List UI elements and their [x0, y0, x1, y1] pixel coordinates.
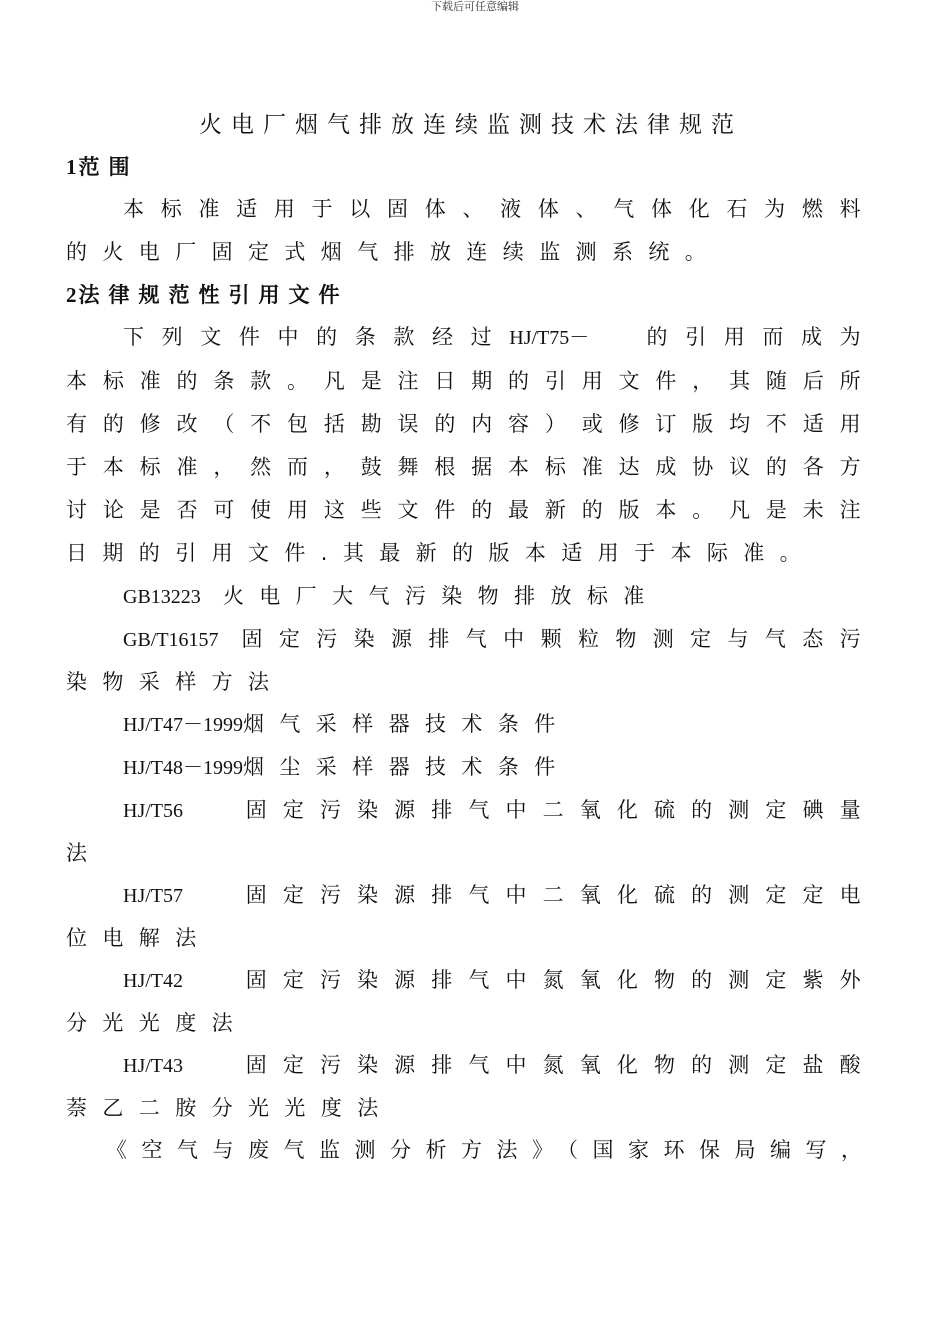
document-body	[66, 104, 876, 1171]
standard-code: GB13223	[123, 586, 201, 608]
standard-title: 火电厂大气污染物排放标准	[222, 584, 660, 608]
standard-code: HJ/T56	[123, 800, 183, 822]
standard-title: 固定污染源排气中二氧化硫的测定定电位电解法	[66, 883, 876, 950]
standard-code: HJ/T75－	[509, 327, 590, 349]
references-paragraph	[66, 316, 876, 575]
paragraph-text: 下列文件中的条款经过	[123, 325, 510, 349]
section-title: 法律规范性引用文件	[78, 283, 349, 307]
reference-list	[66, 575, 876, 1129]
section-number: 1	[66, 155, 77, 179]
standard-code: HJ/T42	[123, 970, 183, 992]
section-heading-references	[66, 274, 876, 316]
reference-item	[66, 746, 876, 789]
reference-item	[66, 703, 876, 746]
document-title: 火电厂烟气排放连续监测技术法律规范	[199, 112, 743, 138]
standard-title: 固定污染源排气中颗粒物测定与气态污染物采样方法	[66, 627, 876, 694]
page-header-note: 下载后可任意编辑	[431, 0, 519, 13]
standard-code: HJ/T43	[123, 1055, 183, 1077]
standard-code: HJ/T57	[123, 885, 183, 907]
standard-code: GB/T16157	[123, 629, 219, 651]
standard-title: 烟尘采样器技术条件	[243, 755, 571, 779]
standard-title: 烟气采样器技术条件	[243, 712, 571, 736]
paragraph-text: 的引用而成为本标准的条款。凡是注日期的引用文件，其随后所有的修改（不包括勘误的内容）或修订版均不适用于本标准，然而，鼓舞根据本标准达成协议的各方讨论是否可使用这些文件的最新的版本。凡是未注日期的引用文件.其最新的版本适用于本际准。	[66, 325, 876, 565]
scope-paragraph: 本标准适用于以固体、液体、气体化石为燃料的火电厂固定式烟气排放连续监测系统。	[66, 197, 876, 264]
reference-item	[66, 575, 876, 618]
trailing-reference-line: 《空气与废气监测分析方法》（国家环保局编写，	[106, 1138, 877, 1162]
standard-code: HJ/T48－1999	[123, 757, 243, 779]
section-number: 2	[66, 283, 77, 307]
reference-item	[66, 959, 876, 1044]
standard-title: 固定污染源排气中二氧化硫的测定碘量法	[66, 798, 876, 865]
reference-item	[66, 618, 876, 703]
standard-code: HJ/T47－1999	[123, 714, 243, 736]
standard-title: 固定污染源排气中氮氧化物的测定紫外分光光度法	[66, 968, 876, 1035]
section-heading-scope	[66, 146, 876, 188]
reference-item	[66, 789, 876, 874]
standard-title: 固定污染源排气中氮氧化物的测定盐酸萘乙二胺分光光度法	[66, 1053, 876, 1120]
reference-item	[66, 1044, 876, 1129]
reference-item	[66, 874, 876, 959]
section-title: 范围	[78, 155, 139, 179]
